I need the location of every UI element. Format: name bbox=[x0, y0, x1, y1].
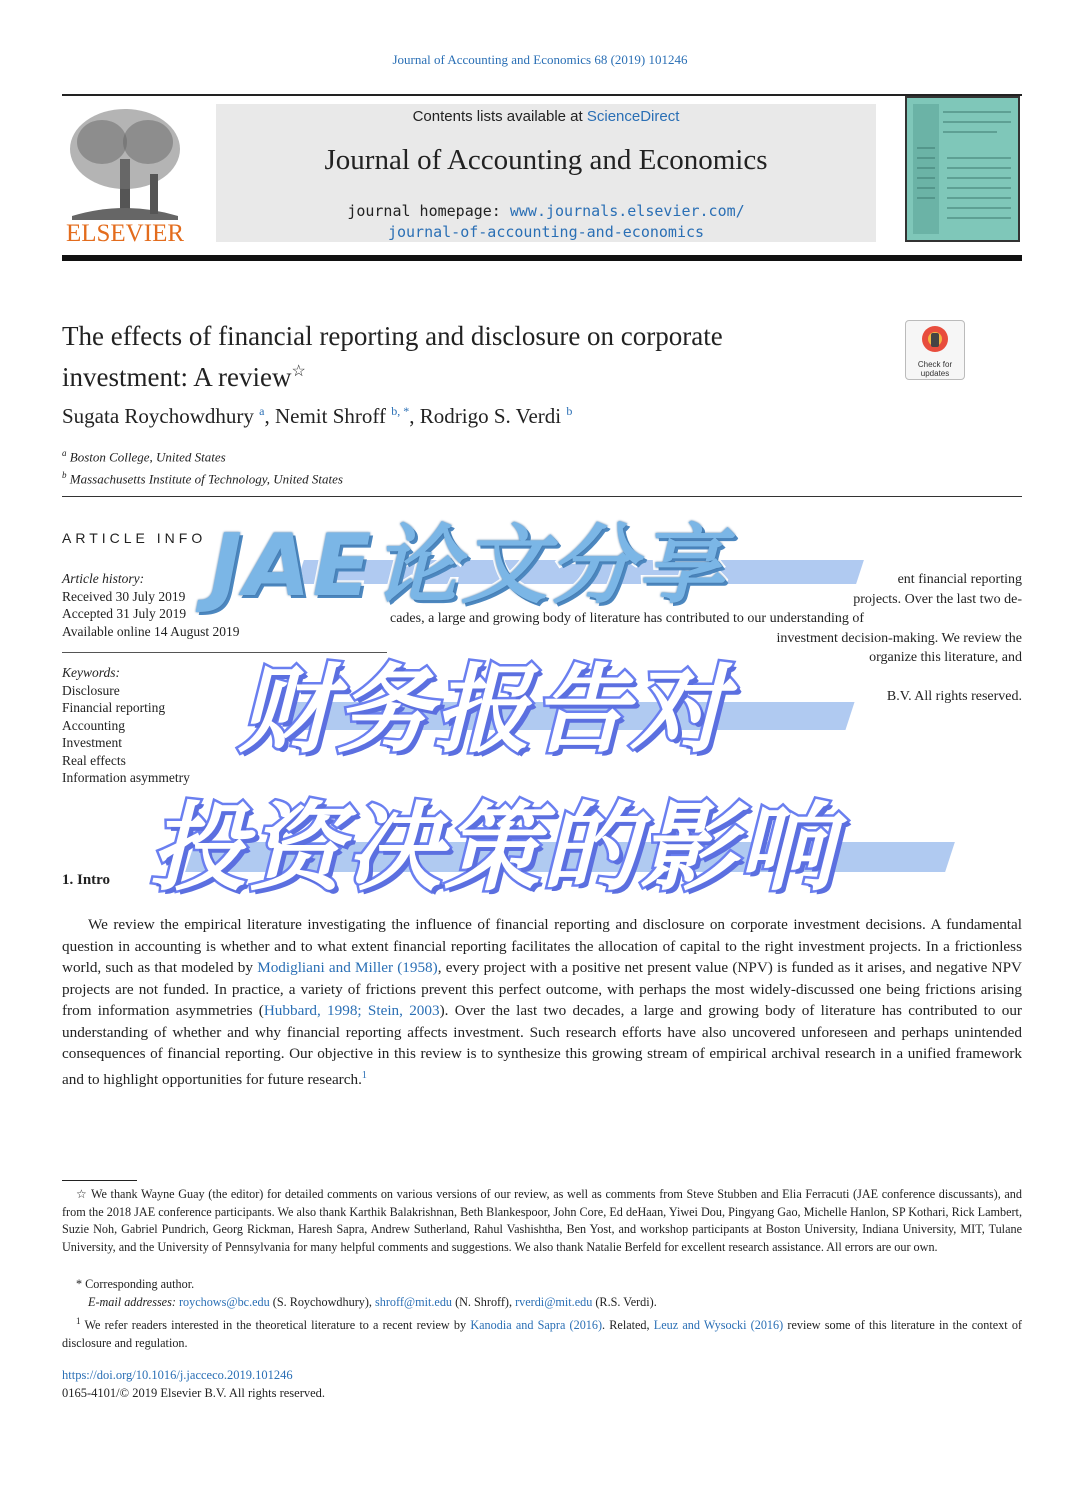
affiliations bbox=[62, 444, 343, 489]
author-list: Sugata Roychowdhury $^a$, Nemit Shroff $^{b, *}$, Rodrigo S. Verdi $^b$ bbox=[62, 404, 573, 428]
check-updates-label: Check for updates bbox=[917, 360, 953, 378]
keywords-label: Keywords: bbox=[62, 665, 120, 680]
keywords bbox=[62, 664, 190, 787]
email-owner: (N. Shroff), bbox=[452, 1295, 516, 1309]
citation-link[interactable]: Modigliani and Miller (1958) bbox=[257, 959, 438, 976]
author-name: Sugata Roychowdhury bbox=[62, 404, 254, 428]
title-line-2: investment: A review bbox=[62, 362, 292, 392]
footnote-text: We thank Wayne Guay (the editor) for detailed comments on various versions of our review, as well as comments from Steve Stubben and Elia Ferracuti (JAE conference discussants), and from the 2018 JAE conference participants. We also thank Karthik Balakrishnan, Beth Blankespoor, John Core, Ed deHaan, Yiwei Dou, Pingyang Gao, Michelle Hanlon, SP Kothari, Rick Lambert, Suzie Noh, Gabriel Pundrich, Georg Rickman, Haresh Sapra, Andrew Sutherland, Rahul Vashishtha, Ben Yost, and workshop participants at Boston University, Indiana University, MIT, Tulane University, and the University of Pennsylvania for many helpful comments and suggestions. We also thank Natalie Berfeld for excellent research assistance. All errors are our own. bbox=[62, 1187, 1022, 1254]
journal-cover-thumbnail[interactable] bbox=[905, 96, 1020, 242]
abstract-line: investment decision-making. We review the bbox=[776, 630, 1022, 646]
keyword-item: Financial reporting bbox=[62, 700, 166, 715]
elsevier-logo bbox=[62, 104, 188, 246]
sciencedirect-link[interactable]: ScienceDirect bbox=[586, 108, 680, 125]
abstract-line: projects. Over the last two de- bbox=[853, 591, 1022, 607]
check-for-updates-button[interactable] bbox=[905, 320, 965, 380]
running-head: Journal of Accounting and Economics 68 (2019) 101246 bbox=[392, 52, 688, 67]
author-affil-mark[interactable]: b, * bbox=[391, 404, 410, 418]
author-affil-mark[interactable]: b bbox=[566, 404, 573, 418]
email-owner: (R.S. Verdi). bbox=[592, 1295, 657, 1309]
section-heading: 1. Intro bbox=[62, 872, 111, 888]
intro-text: ). Over the last two decades, a large and growing body of literature has contributed to our understanding of whether and why financial reporting affects investment. Such research efforts have also uncovered unforeseen and perhaps unintended consequences of financial reporting. Our objective in this review is to synthesize this growing stream of empirical archival research in a unified framework and to highlight opportunities for future research. bbox=[62, 1002, 1022, 1088]
homepage-link-2[interactable]: journal-of-accounting-and-economics bbox=[387, 223, 705, 241]
keyword-item: Information asymmetry bbox=[62, 770, 190, 785]
header-thick-rule bbox=[62, 255, 1022, 261]
intro-text: We review the empirical literature investigating the influence of financial reporting and disclosure on corporate investment decisions. A fundamental question in accounting is whether and to what extent financial reporting facilitates the allocation of capital to the right investment projects. In a frictionless world, such as that modeled by bbox=[62, 916, 1022, 976]
footnote-text: . Related, bbox=[602, 1318, 654, 1333]
title-footnote-mark[interactable]: ☆ bbox=[291, 363, 306, 380]
footnote-text: review some of this literature in the context of disclosure and regulation. bbox=[62, 1318, 1022, 1350]
affil-text: Massachusetts Institute of Technology, United States bbox=[69, 471, 343, 487]
keyword-item: Real effects bbox=[62, 752, 126, 768]
email-label: E-mail addresses: bbox=[88, 1295, 179, 1309]
footnote-text: Corresponding author. bbox=[85, 1277, 195, 1291]
intro-text: , every project with a positive net present value (NPV) is funded as it arises, and negative NPV projects are not funded. In practice, a variety of frictions prevent this perfect outcome, with perhaps the most widely-discussed one being frictions arising from information asymmetries ( bbox=[62, 959, 1022, 1019]
affil-text: Boston College, United States bbox=[69, 449, 226, 465]
top-rule bbox=[62, 94, 1022, 96]
cover-lines-icon bbox=[907, 98, 1018, 240]
journal-homepage bbox=[216, 201, 876, 243]
overlay-title-line-1: JAE论文分享 bbox=[210, 516, 726, 616]
email-link[interactable]: shroff@mit.edu bbox=[375, 1295, 453, 1309]
abstract-line: ent financial reporting bbox=[897, 572, 1022, 587]
elsevier-wordmark: ELSEVIER bbox=[65, 220, 185, 247]
author-name: Nemit Shroff bbox=[274, 404, 387, 428]
footnote-mark[interactable]: 1 bbox=[361, 1069, 367, 1081]
homepage-link-1[interactable]: www.journals.elsevier.com/ bbox=[509, 202, 745, 220]
footnote-acknowledgment bbox=[62, 1186, 1022, 1256]
email-link[interactable]: rverdi@mit.edu bbox=[515, 1295, 593, 1309]
author-affil-mark[interactable]: a bbox=[259, 404, 265, 418]
history-item: Available online 14 August 2019 bbox=[62, 623, 240, 639]
affiliation-item bbox=[62, 466, 343, 488]
footnote-rule bbox=[62, 1180, 137, 1181]
affil-mark: b bbox=[62, 470, 67, 481]
citation-link[interactable]: Hubbard, 1998; Stein, 2003 bbox=[263, 1002, 440, 1019]
check-updates-icon bbox=[906, 321, 964, 361]
email-owner: (S. Roychowdhury), bbox=[269, 1295, 375, 1309]
history-item: Received 30 July 2019 bbox=[62, 588, 186, 604]
keyword-item: Disclosure bbox=[62, 682, 120, 698]
footnote-text: We refer readers interested in the theoretical literature to a recent review by bbox=[84, 1318, 471, 1333]
intro-paragraph bbox=[62, 914, 1022, 1090]
journal-title: Journal of Accounting and Economics bbox=[324, 144, 768, 176]
affiliation-item bbox=[62, 444, 343, 466]
footnote-corresponding: * Corresponding author. bbox=[76, 1277, 195, 1291]
keyword-item: Accounting bbox=[62, 717, 125, 733]
footnote-star-mark: ☆ bbox=[76, 1187, 88, 1201]
homepage-prefix: journal homepage: bbox=[347, 202, 510, 220]
title-line-1: The effects of financial reporting and disclosure on corporate bbox=[62, 321, 723, 351]
email-link[interactable]: roychows@bc.edu bbox=[178, 1295, 270, 1309]
abstract-line: organize this literature, and bbox=[869, 650, 1022, 665]
citation-link[interactable]: Kanodia and Sapra (2016) bbox=[470, 1318, 603, 1333]
footnote-emails bbox=[62, 1294, 1022, 1312]
citation-link[interactable]: Leuz and Wysocki (2016) bbox=[653, 1318, 784, 1333]
overlay-title-line-3: 投资决策的影响 bbox=[150, 792, 836, 904]
abstract-line: cades, a large and growing body of literature has contributed to our understanding of bbox=[390, 611, 865, 626]
author-name: Rodrigo S. Verdi bbox=[419, 404, 562, 428]
contents-prefix: Contents lists available at bbox=[412, 108, 587, 125]
overlay-title-line-2: 财务报告对 bbox=[238, 654, 728, 766]
doi-link[interactable]: https://doi.org/10.1016/j.jacceco.2019.101246 bbox=[62, 1368, 293, 1382]
abstract-copyright: B.V. All rights reserved. bbox=[886, 689, 1022, 704]
history-label: Article history: bbox=[62, 571, 145, 586]
article-info-heading: ARTICLE INFO bbox=[62, 530, 207, 546]
contents-line bbox=[216, 108, 876, 125]
footnote-number: 1 bbox=[76, 1316, 81, 1326]
footnote-1 bbox=[62, 1313, 1022, 1352]
article-title bbox=[62, 318, 892, 395]
affil-mark: a bbox=[62, 448, 67, 458]
issn-copyright: 0165-4101/© 2019 Elsevier B.V. All rights reserved. bbox=[62, 1386, 326, 1400]
keyword-item: Investment bbox=[62, 735, 122, 750]
history-item: Accepted 31 July 2019 bbox=[62, 606, 187, 621]
